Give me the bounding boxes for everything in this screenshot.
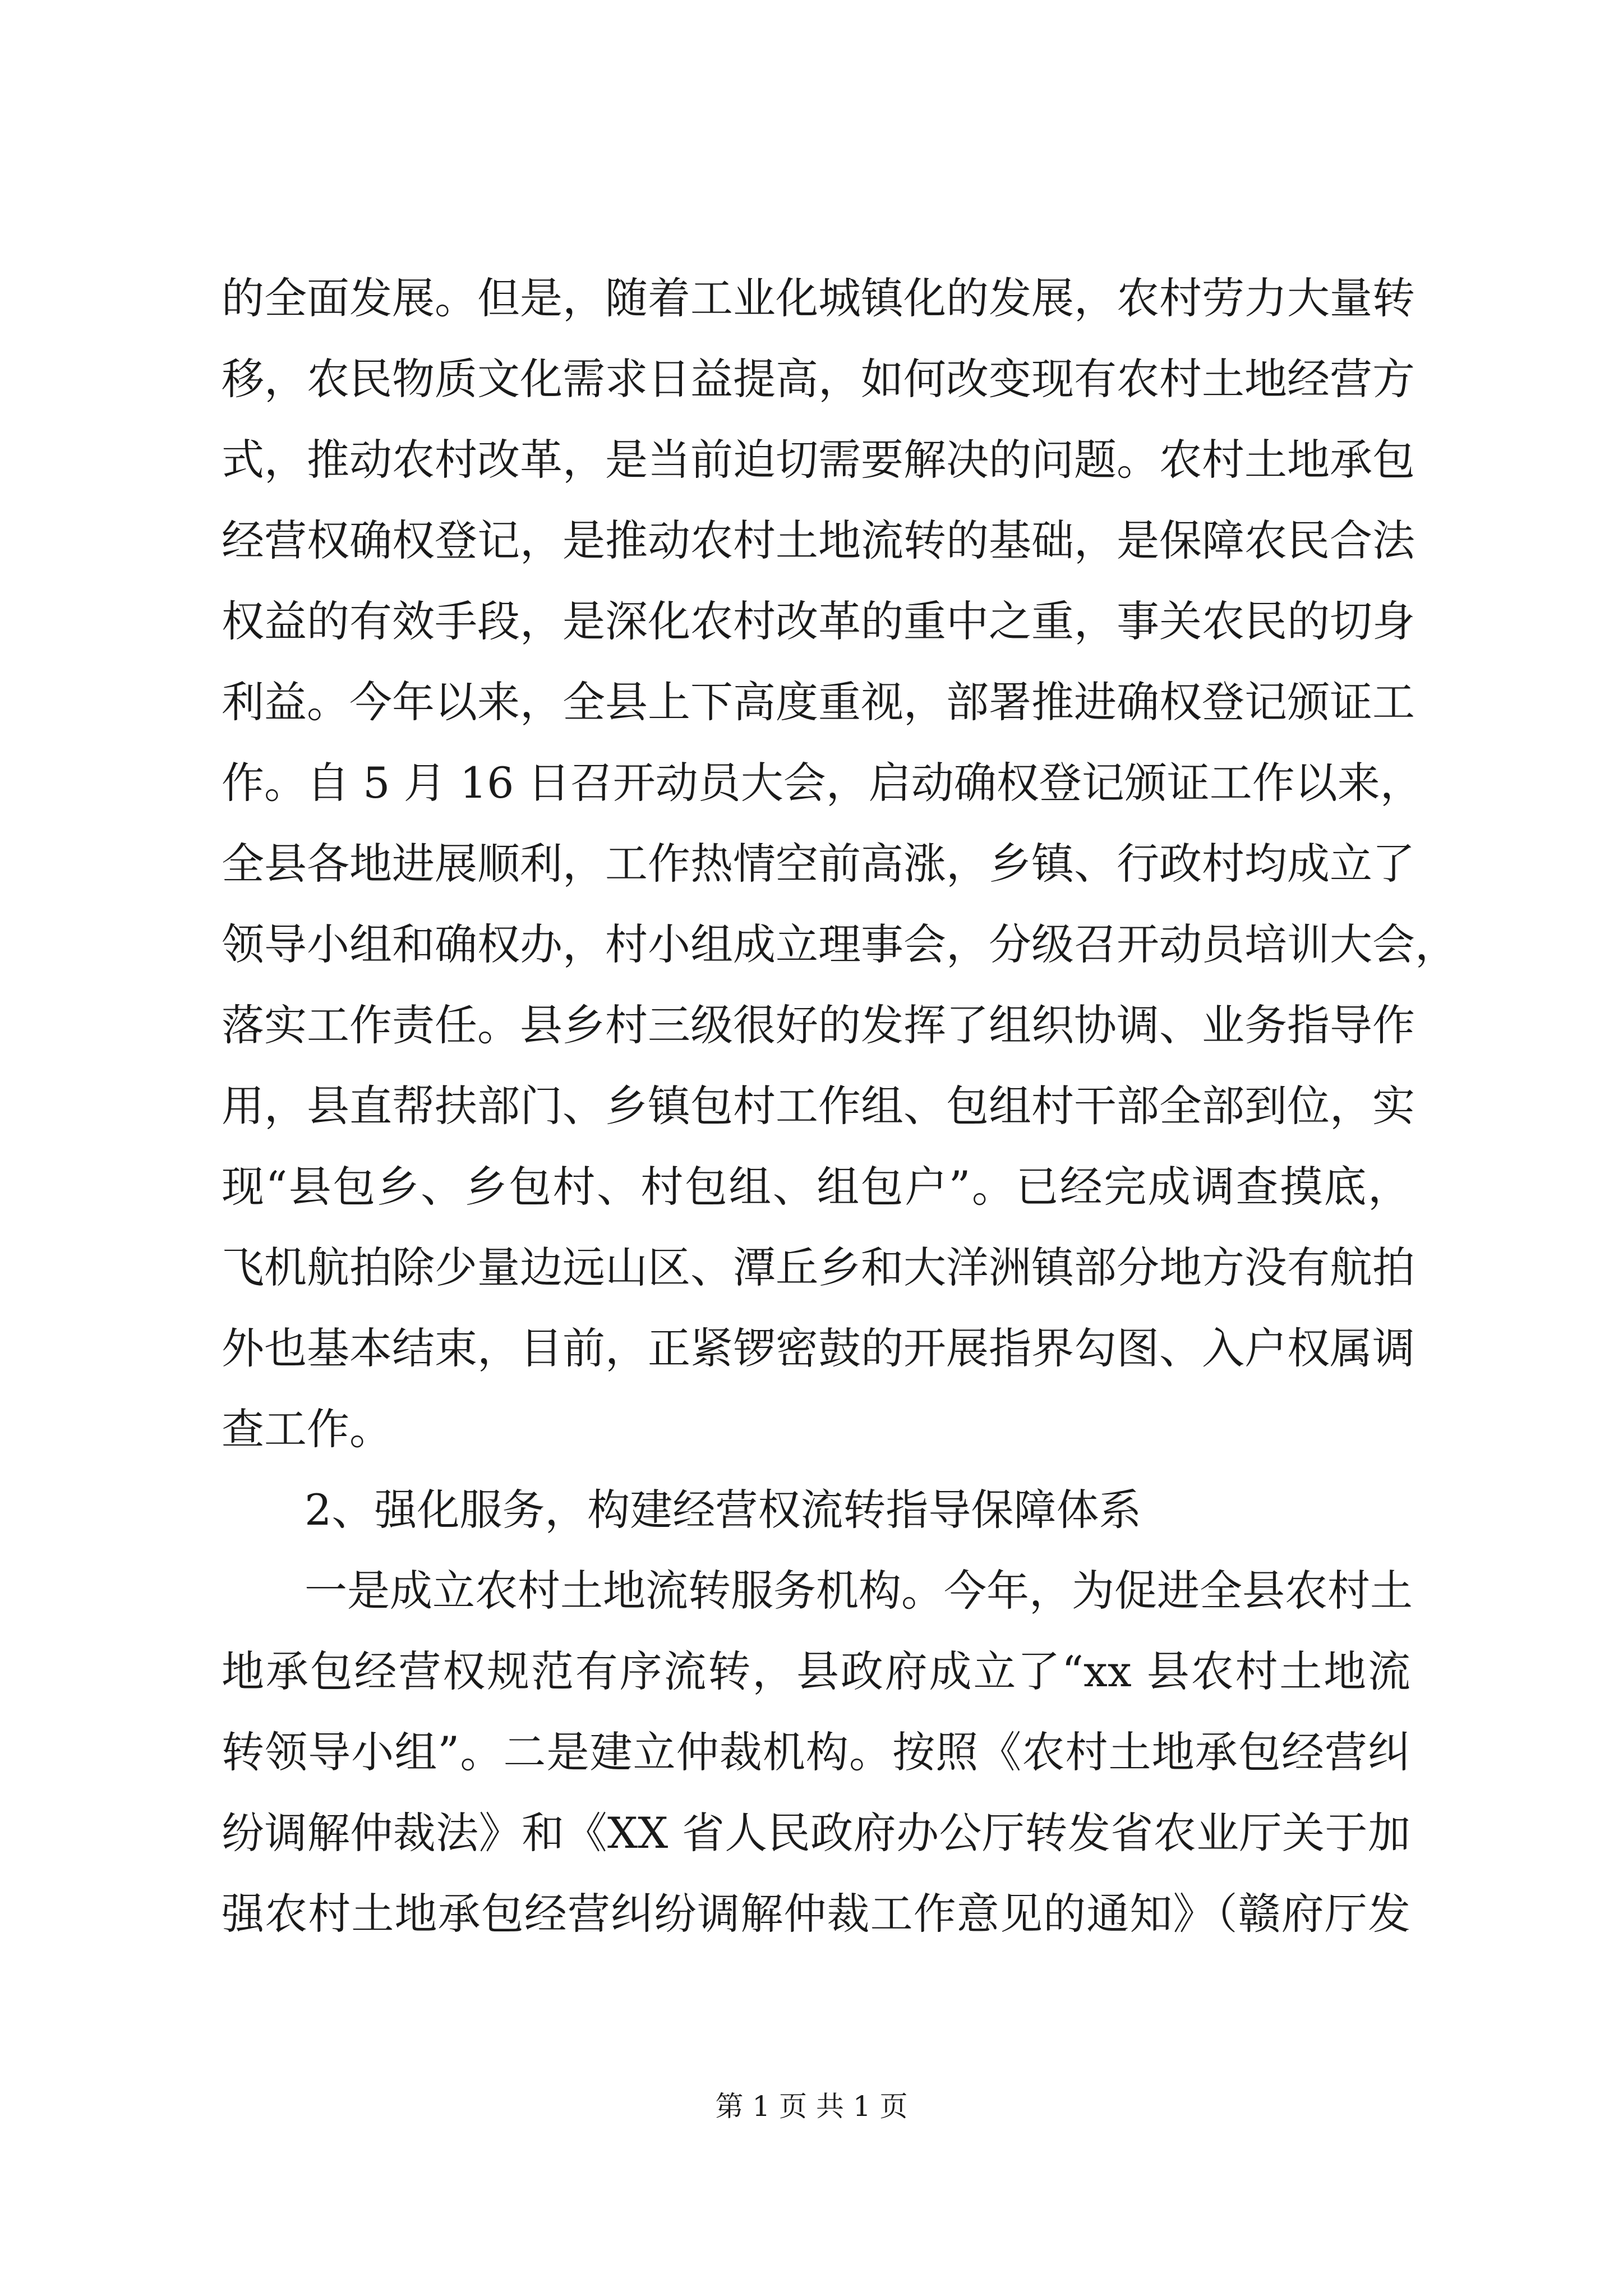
text-line: 一是成立农村土地流转服务机构。今年，为促进全县农村土 [305,1566,1413,1616]
text-line: 纷调解仲裁法》和《XX 省人民政府办公厅转发省农业厅关于加 [222,1808,1410,1858]
text-line: 查工作。 [222,1404,392,1454]
page-footer: 第 1 页 共 1 页 [715,2090,908,2123]
text-line: 利益。今年以来，全县上下高度重视，部署推进确权登记颁证工 [222,677,1415,727]
section-heading: 2、强化服务，构建经营权流转指导保障体系 [305,1485,1142,1535]
text-line: 转领导小组”。二是建立仲裁机构。按照《农村土地承包经营纠 [222,1727,1410,1777]
text-line: 现“县包乡、乡包村、村包组、组包户”。已经完成调查摸底， [222,1162,1410,1212]
text-line: 用，县直帮扶部门、乡镇包村工作组、包组村干部全部到位，实 [222,1081,1415,1131]
text-line: 经营权确权登记，是推动农村土地流转的基础，是保障农民合法 [222,516,1415,565]
text-line: 外也基本结束，目前，正紧锣密鼓的开展指界勾图、入户权属调 [222,1323,1415,1373]
text-line: 领导小组和确权办，村小组成立理事会，分级召开动员培训大会， [222,919,1458,969]
document-body [222,258,1458,1954]
text-line: 移，农民物质文化需求日益提高，如何改变现有农村土地经营方 [222,354,1415,404]
text-line: 的全面发展。但是，随着工业化城镇化的发展，农村劳力大量转 [222,273,1415,323]
text-line: 飞机航拍除少量边远山区、潭丘乡和大洋洲镇部分地方没有航拍 [222,1243,1415,1292]
text-line: 式，推动农村改革，是当前迫切需要解决的问题。农村土地承包 [222,435,1415,485]
text-line: 落实工作责任。县乡村三级很好的发挥了组织协调、业务指导作 [222,1000,1415,1050]
text-line: 作。自 5 月 16 日召开动员大会，启动确权登记颁证工作以来， [222,758,1423,808]
text-line: 强农村土地承包经营纠纷调解仲裁工作意见的通知》（赣府厅发 [222,1889,1410,1939]
text-line: 全县各地进展顺利，工作热情空前高涨，乡镇、行政村均成立了 [222,839,1415,889]
text-line: 权益的有效手段，是深化农村改革的重中之重，事关农民的切身 [222,596,1415,646]
text-line: 地承包经营权规范有序流转，县政府成立了“xx 县农村土地流 [222,1646,1410,1696]
